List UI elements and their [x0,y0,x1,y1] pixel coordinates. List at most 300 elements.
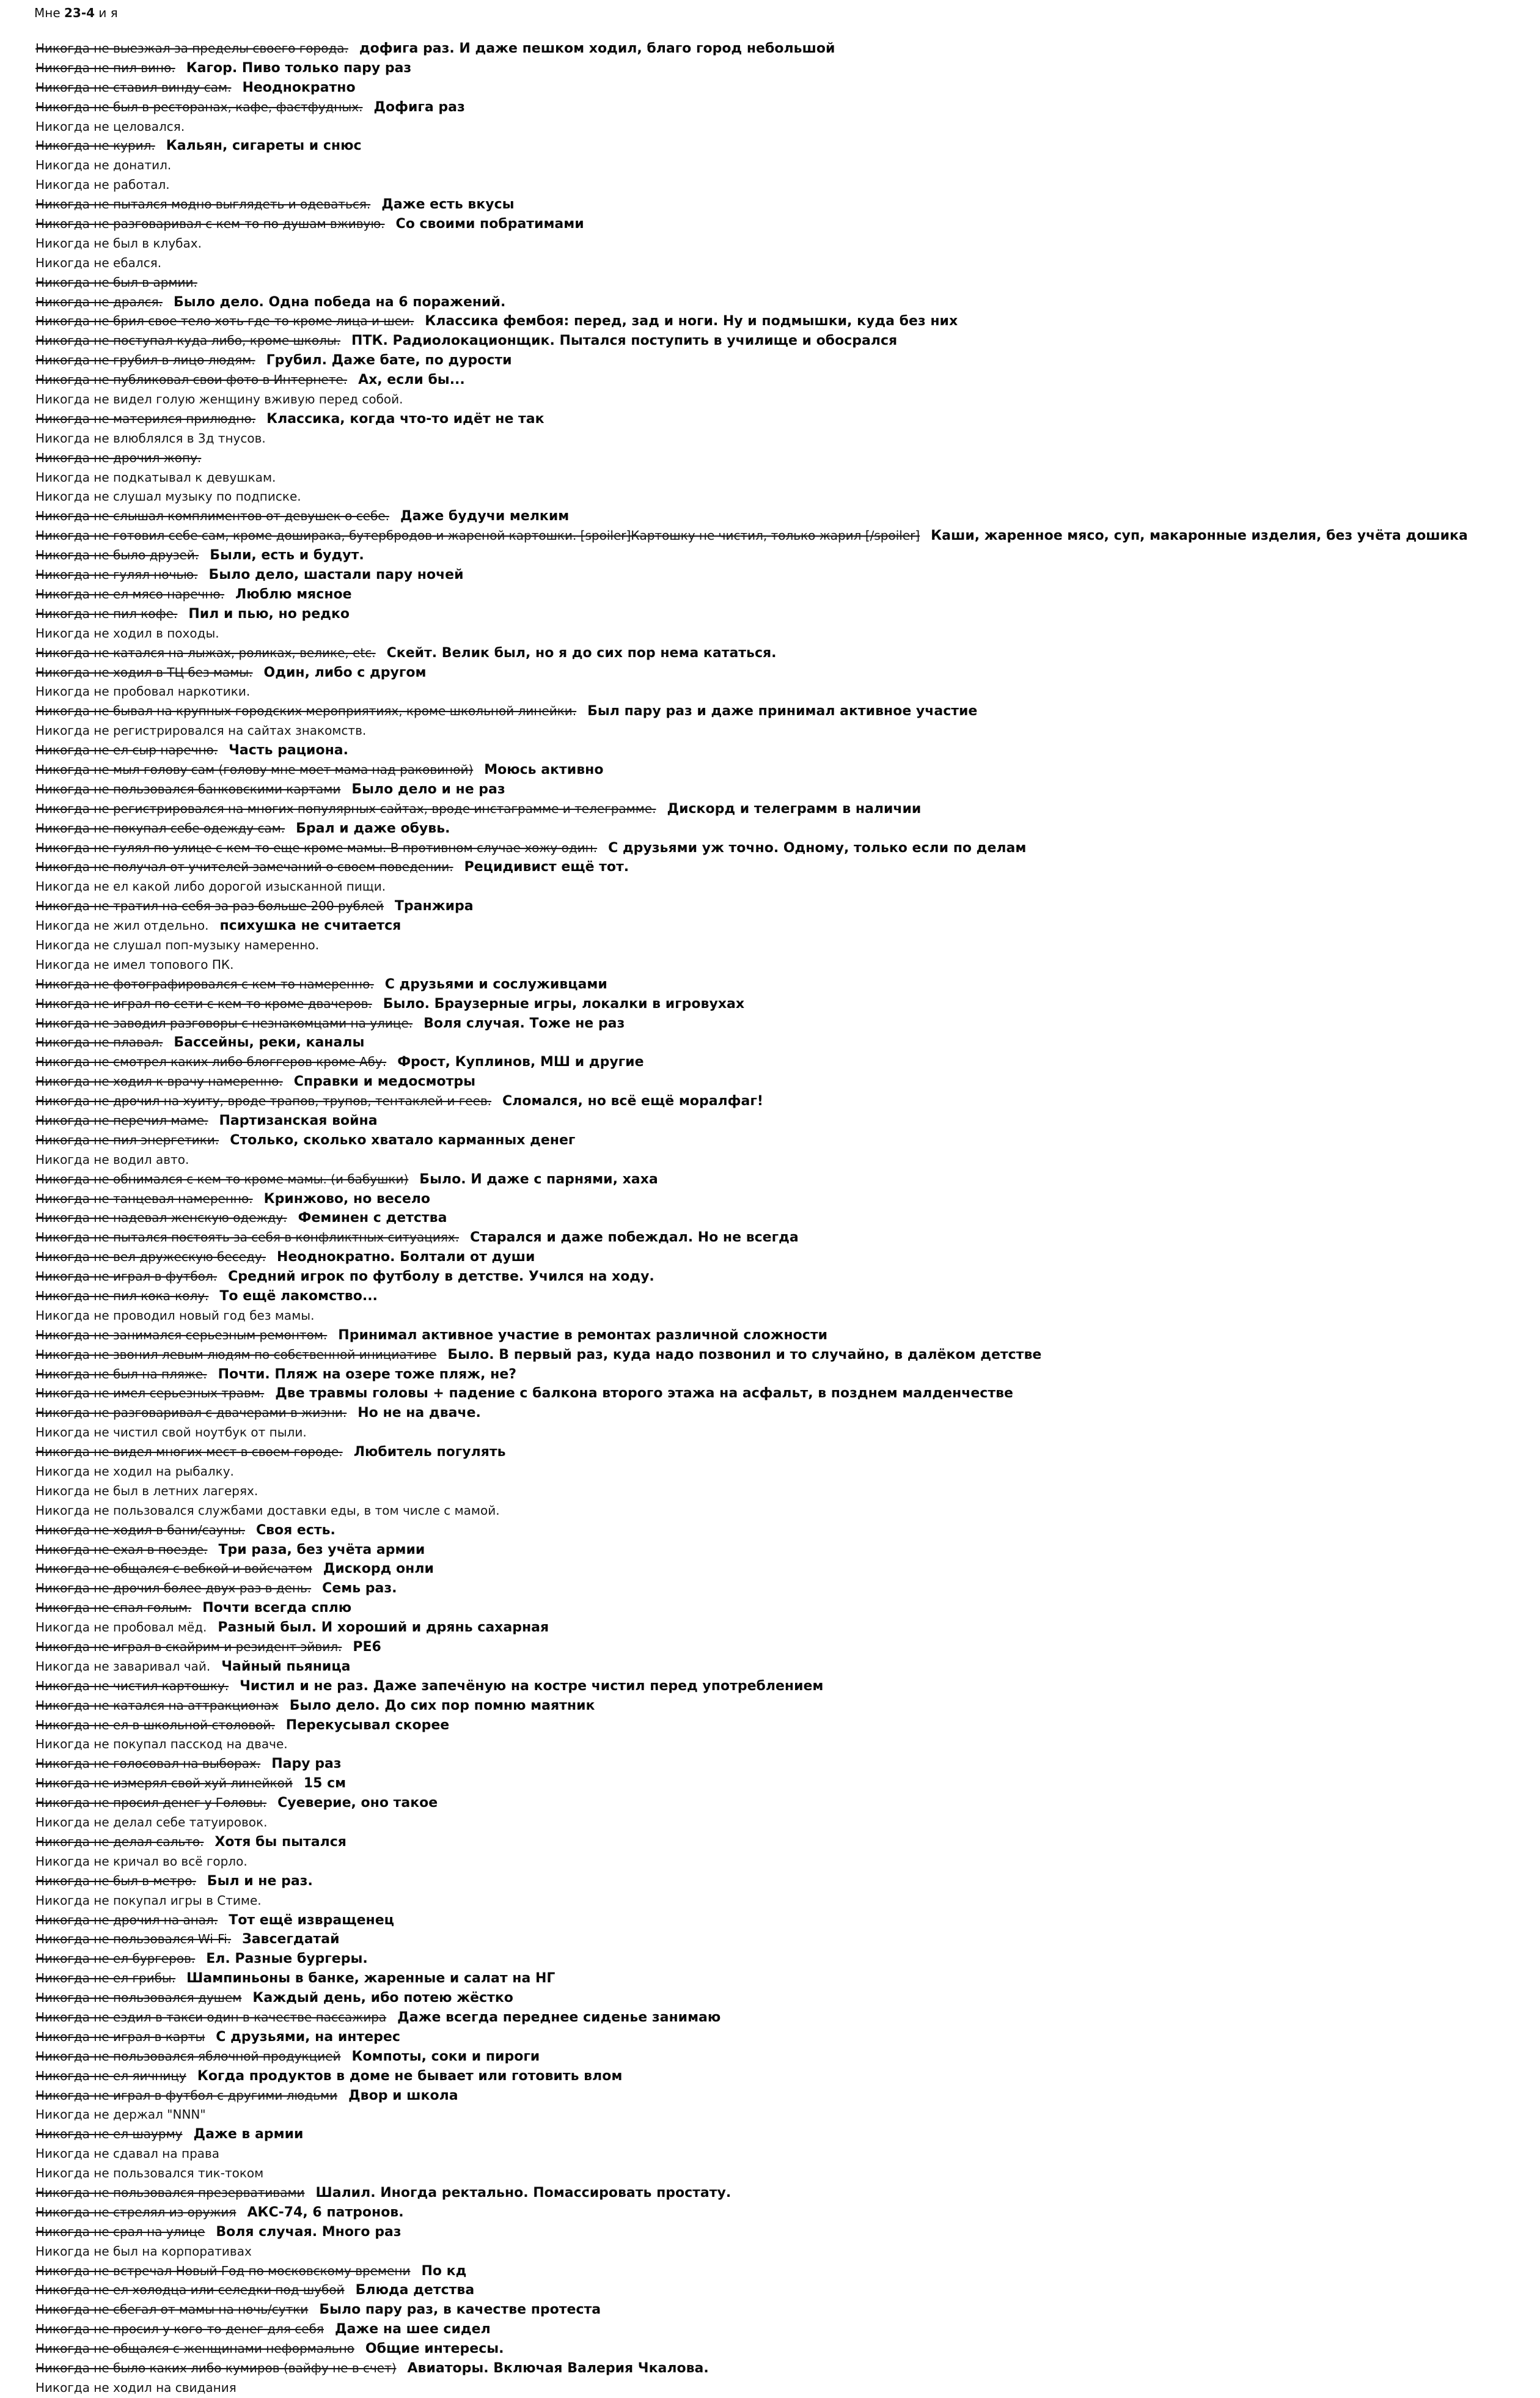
statement: Никогда не был в летних лагерях. [35,1483,258,1498]
list-item [35,136,1527,156]
answer-text: По кд [421,2263,467,2279]
statement-struck: Никогда не ел яичницу [35,2068,186,2083]
statement-struck: Никогда не ел в школьной столовой. [35,1717,275,1732]
statement-struck: Никогда не гулял по улице с кем-то еще кроме мамы. В противном случае хожу один. [35,840,598,855]
header-prefix: Мне [34,6,64,20]
list-item [35,390,1527,410]
list-item [35,585,1527,605]
statement-struck: Никогда не ел холодца или селедки под шубой [35,2282,345,2298]
answer-text: психушка не считается [219,918,402,934]
list-item [35,487,1527,507]
answer-text: Даже в армии [193,2127,304,2142]
answer-text: Тот ещё извращенец [229,1912,394,1928]
list-item [35,644,1527,663]
answer-text: Один, либо с другом [263,664,427,680]
page-header [34,5,118,21]
statement: Никогда не подкатывал к девушкам. [35,469,276,485]
list-item [35,293,1527,312]
statement-struck: Никогда не гулял ночью. [35,567,198,583]
answer-text: Дискорд онли [323,1561,434,1577]
answer-text: Было. И даже с парнями, хаха [419,1171,658,1187]
list-item [35,1443,1527,1462]
statement: Никогда не работал. [35,177,170,193]
answer-text: Завсегдатай [242,1932,340,1947]
answer-text: Сломался, но всё ещё моралфаг! [502,1094,763,1109]
list-item [35,1852,1527,1872]
list-item [35,1111,1527,1131]
answer-text: Рецидивист ещё тот. [464,859,629,875]
statement: Никогда не пользовался тик-током [35,2166,264,2181]
statement-struck: Никогда не был в армии. [35,274,197,290]
statement-struck: Никогда не мыл голову сам (голову мне моет мама над раковиной) [35,762,474,777]
list-item [35,663,1527,683]
statement: Никогда не донатил. [35,158,172,173]
statement-struck: Никогда не готовил себе сам, кроме доширака, бутербродов и жареной картошки. [spoiler]Картошку не чистил, только жарил [/spoiler] [35,528,920,543]
statement-struck: Никогда не видел многих мест в своем городе. [35,1444,343,1460]
list-item [35,1716,1527,1735]
statement-struck: Никогда не пил кофе. [35,606,178,621]
list-item [35,605,1527,624]
list-item [35,1384,1527,1403]
statement: Никогда не ебался. [35,255,162,270]
list-item [35,1754,1527,1774]
answer-text: Было дело, шастали пару ночей [208,567,464,583]
statement-struck: Никогда не стрелял из оружия [35,2204,237,2220]
statement: Никогда не держал "NNN" [35,2107,206,2122]
answer-text: дофига раз. И даже пешком ходил, благо город небольшой [359,41,835,56]
header-age: 23-4 [64,6,95,20]
statement-struck: Никогда не дрался. [35,294,163,309]
statement: Никогда не заваривал чай. [35,1658,211,1674]
list-item [35,995,1527,1014]
statement-struck: Никогда не разговаривал с кем-то по душам вживую. [35,216,385,232]
answer-text: Даже будучи мелким [400,509,570,524]
statement: Никогда не покупал игры в Стиме. [35,1892,262,1908]
statement-struck: Никогда не было каких либо кумиров (вайфу не в счет) [35,2360,397,2375]
statement-struck: Никогда не ел бургеров. [35,1951,196,1966]
statement: Никогда не ходил в походы. [35,625,219,641]
list-item [35,78,1527,98]
statement-struck: Никогда не пил кока-колу. [35,1289,209,1303]
answer-text: Дофига раз [373,99,465,115]
statement-struck: Никогда не просил денег у Головы. [35,1795,267,1811]
list-item [35,780,1527,800]
statement-struck: Никогда не пользовался презервативами [35,2185,305,2200]
list-item [35,955,1527,975]
answer-text: Часть рациона. [229,743,348,759]
statement-struck: Никогда не ел сыр наречно. [35,743,218,758]
statement: Никогда не ходил на рыбалку. [35,1464,234,1479]
list-item [35,1033,1527,1053]
list-item [35,1813,1527,1833]
statement-struck: Никогда не играл по сети с кем-то кроме двачеров. [35,996,372,1011]
list-item [35,1872,1527,1891]
list-item [35,2047,1527,2067]
answer-text: Было пару раз, в качестве протеста [319,2302,601,2318]
statement-struck: Никогда не ходил в бани/сауны. [35,1522,245,1537]
answer-text: Кагор. Пиво только пару раз [186,60,412,76]
list-item [35,1911,1527,1930]
statement-struck: Никогда не дрочил на хуиту, вроде трапов, трупов, тентаклей и геев. [35,1094,492,1109]
list-item [35,1598,1527,1618]
list-item [35,273,1527,293]
statement-struck: Никогда не спал голым. [35,1600,192,1616]
answer-text: Было дело и не раз [351,781,505,797]
list-item [35,2164,1527,2183]
statement-struck: Никогда не пользовался яблочной продукцией [35,2048,341,2064]
answer-text: Общие интересы. [365,2341,504,2357]
statement-struck: Никогда не было друзей. [35,548,199,563]
list-item [35,1579,1527,1598]
list-item [35,526,1527,546]
list-item [35,760,1527,780]
list-item [35,877,1527,897]
list-item [35,2378,1527,2398]
answer-text: Чистил и не раз. Даже запечёную на костре чистил перед употреблением [240,1678,824,1694]
statement-struck: Никогда не был в метро. [35,1873,196,1888]
statement-struck: Никогда не имел серьезных травм. [35,1386,265,1401]
list-item [35,975,1527,995]
list-item [35,2086,1527,2106]
statement: Никогда не покупал пасскод на дваче. [35,1737,288,1752]
list-item [35,1735,1527,1754]
statement: Никогда не сдавал на права [35,2146,220,2161]
list-item [35,1833,1527,1852]
statement-struck: Никогда не получал от учителей замечаний о своем поведении. [35,859,453,875]
statement-struck: Никогда не матерился прилюдно. [35,411,256,426]
answer-text: Было дело. Одна победа на 6 поражений. [174,294,506,310]
list-item [35,1287,1527,1306]
statement-struck: Никогда не заводил разговоры с незнакомцами на улице. [35,1015,413,1031]
statement: Никогда не слушал поп-музыку намеренно. [35,937,320,952]
statement: Никогда не жил отдельно. [35,918,209,933]
header-suffix: и я [95,6,118,20]
statement-struck: Никогда не брил свое тело хоть где-то кроме лица и шеи. [35,314,414,329]
statement-struck: Никогда не пользовался банковскими картами [35,781,341,796]
answer-text: Пил и пью, но редко [188,606,350,622]
answer-text: АКС-74, 6 патронов. [247,2204,404,2220]
answer-text: Каши, жаренное мясо, суп, макаронные изделия, без учёта дошика [931,528,1468,544]
statement: Никогда не был на корпоративах [35,2243,252,2259]
list-item [35,2067,1527,2086]
list-item [35,819,1527,839]
list-item [35,156,1527,175]
list-item [35,2242,1527,2262]
answer-text: Был и не раз. [207,1873,313,1889]
answer-text: Скейт. Велик был, но я до сих пор нема кататься. [386,645,777,661]
answer-text: Своя есть. [255,1522,336,1538]
answer-text: Бассейны, реки, каналы [174,1035,365,1051]
list-item [35,1150,1527,1170]
statement: Никогда не видел голую женщину вживую перед собой. [35,392,403,407]
list-item [35,2223,1527,2242]
list-item [35,410,1527,429]
answer-text: Воля случая. Много раз [216,2224,402,2240]
answer-text: Компоты, соки и пироги [351,2048,540,2064]
list-item [35,1521,1527,1540]
answer-text: Любитель погулять [353,1444,506,1460]
statement-struck: Никогда не дрочил более двух раз в день. [35,1581,312,1596]
statement-struck: Никогда не голосовал на выборах. [35,1756,261,1771]
answer-text: Когда продуктов в доме не бывает или готовить влом [197,2068,623,2084]
list-item [35,546,1527,565]
answer-text: Но не на дваче. [358,1405,481,1421]
statement: Никогда не был в клубах. [35,235,202,251]
list-item [35,1092,1527,1111]
list-item [35,1248,1527,1267]
answer-text: Был пару раз и даже принимал активное участие [587,704,978,719]
statement-struck: Никогда не катался на аттракционах [35,1697,279,1713]
list-item [35,2339,1527,2359]
statement-struck: Никогда не дрочил жопу. [35,450,202,465]
statement-struck: Никогда не ходил к врачу намеренно. [35,1074,283,1089]
answer-text: Феминен с детства [298,1210,447,1226]
answer-text: Старался и даже побеждал. Но не всегда [470,1230,799,1246]
statement-struck: Никогда не курил. [35,138,155,153]
answer-text: Хотя бы пытался [215,1834,346,1850]
answer-text: Даже всегда переднее сиденье занимаю [397,2009,721,2025]
answer-text: Классика фембоя: перед, зад и ноги. Ну и подмышки, куда без них [425,314,958,329]
statement: Никогда не ходил на свидания [35,2380,237,2395]
statement-struck: Никогда не ел шаурму [35,2127,183,2142]
list-item [35,800,1527,819]
list-item [35,2105,1527,2125]
statement-struck: Никогда не был в ресторанах, кафе, фастфудных. [35,99,363,114]
list-item [35,254,1527,273]
list-item [35,1774,1527,1793]
list-item [35,624,1527,644]
statement: Никогда не пробовал наркотики. [35,684,251,699]
answer-text: Воля случая. Тоже не раз [424,1015,625,1031]
answer-text: Авиаторы. Включая Валерия Чкалова. [407,2360,709,2376]
statement-struck: Никогда не разговаривал с двачерами в жизни. [35,1405,347,1421]
statement-struck: Никогда не пытался постоять за себя в конфликтных ситуациях. [35,1230,460,1245]
list-item [35,1306,1527,1326]
statement-struck: Никогда не ехал в поезде. [35,1542,208,1557]
answer-text: Принимал активное участие в ремонтах различной сложности [338,1327,827,1343]
answer-text: С друзьями уж точно. Одному, только если по делам [608,840,1027,856]
statement-struck: Никогда не ездил в такси один в качестве пассажира [35,2009,387,2025]
statement-struck: Никогда не покупал себе одежду сам. [35,820,285,836]
statement: Никогда не регистрировался на сайтах знакомств. [35,723,367,738]
statement-struck: Никогда не тратил на себя за раз больше 200 рублей [35,899,384,914]
statement-struck: Никогда не надевал женскую одежду. [35,1210,287,1226]
statement-struck: Никогда не катался на лыжах, роликах, велике, etc. [35,645,376,660]
statement-struck: Никогда не срал на улице [35,2224,205,2239]
answer-text: Кальян, сигареты и снюс [166,138,362,154]
list-item [35,1053,1527,1072]
statement-struck: Никогда не публиковал свои фото в Интернете. [35,372,348,388]
list-item [35,331,1527,351]
answer-text: Моюсь активно [484,762,604,778]
list-item [35,351,1527,370]
list-item [35,936,1527,955]
answer-text: Перекусывал скорее [285,1717,450,1733]
statement-struck: Никогда не пытался модно выглядеть и одеваться. [35,197,371,212]
statement: Никогда не проводил новый год без мамы. [35,1307,315,1323]
statement-struck: Никогда не поступал куда либо, кроме школы. [35,333,341,348]
list-item [35,1696,1527,1716]
statement-struck: Никогда не бывал на крупных городских мероприятиях, кроме школьной линейки. [35,704,577,719]
list-item [35,1014,1527,1034]
list-item [35,839,1527,858]
list-item [35,468,1527,488]
list-item [35,1131,1527,1150]
answer-text: 15 см [303,1776,346,1792]
statement-struck: Никогда не играл в карты [35,2029,205,2044]
answer-text: Шампиньоны в банке, жаренные и салат на НГ [186,1971,556,1987]
answer-text: Было дело. До сих пор помню маятник [289,1697,595,1713]
statement-struck: Никогда не ходил в ТЦ без мамы. [35,664,253,680]
list-item [35,682,1527,702]
statement-struck: Никогда не сбегал от мамы на ночь/сутки [35,2302,309,2317]
answer-text: Ах, если бы... [358,372,465,388]
answer-text: Дискорд и телеграмм в наличии [667,801,922,817]
statement-struck: Никогда не слышал комплиментов от девушек о себе. [35,509,390,524]
statement-struck: Никогда не фотографировался с кем-то намеренно. [35,976,374,991]
list-item [35,702,1527,721]
statement-struck: Никогда не общался с вебкой и войсчатом [35,1561,312,1576]
list-item [35,1170,1527,1190]
answer-text: Чайный пьяница [221,1658,351,1674]
list-item [35,370,1527,390]
list-item [35,234,1527,254]
list-item [35,2359,1527,2378]
list-item [35,2262,1527,2281]
list-item [35,916,1527,936]
answer-text: Каждый день, ибо потею жёстко [252,1990,513,2006]
answer-text: Ел. Разные бургеры. [206,1951,368,1967]
answer-text: Две травмы головы + падение с балкона второго этажа на асфальт, в позднем малденчестве [275,1386,1013,1402]
statement: Никогда не пользовался службами доставки еды, в том числе с мамой. [35,1502,500,1518]
answer-text: Фрост, Куплинов, МШ и другие [397,1054,644,1070]
statement-struck: Никогда не чистил картошку. [35,1678,229,1693]
list-item [35,1930,1527,1949]
answer-text: Классика, когда что-то идёт не так [266,411,544,427]
statement-struck: Никогда не играл в футбол с другими людьми [35,2087,338,2103]
answer-text: Люблю мясное [235,586,352,602]
answer-text: Столько, сколько хватало карманных денег [230,1132,576,1148]
list-item [35,2281,1527,2300]
list-item [35,507,1527,526]
list-item [35,1326,1527,1345]
list-item [35,429,1527,449]
list-item [35,1190,1527,1209]
statement-struck: Никогда не вел дружескую беседу. [35,1249,266,1265]
answer-text: Почти. Пляж на озере тоже пляж, не? [218,1366,517,1382]
answer-text: С друзьями и сослуживцами [384,976,607,992]
statement-struck: Никогда не дрочил на анал. [35,1912,218,1927]
list-item [35,1969,1527,1988]
answer-text: Брал и даже обувь. [296,820,450,836]
list-item [35,2183,1527,2203]
answer-text: РЕ6 [353,1639,381,1655]
list-item [35,1559,1527,1579]
list-item [35,1677,1527,1696]
list-item [35,312,1527,331]
statement-struck: Никогда не смотрел каких либо блоггеров кроме Абу. [35,1054,387,1070]
answer-text: Даже есть вкусы [381,197,515,213]
statement-struck: Никогда не ел мясо наречно. [35,586,225,601]
list-item [35,2008,1527,2028]
list-item [35,2203,1527,2223]
list-item [35,1657,1527,1677]
list-item [35,1462,1527,1482]
list-item [35,2144,1527,2164]
statement: Никогда не слушал музыку по подписке. [35,489,301,504]
list-item [35,1072,1527,1092]
list-item [35,2320,1527,2339]
list-item [35,721,1527,741]
list-item [35,1228,1527,1248]
list-item [35,2125,1527,2144]
statement: Никогда не кричал во всё горло. [35,1853,248,1869]
answer-text: Разный был. И хороший и дрянь сахарная [218,1620,549,1636]
list-item [35,1403,1527,1423]
list-item [35,1988,1527,2008]
answer-text: То ещё лакомство... [219,1289,378,1304]
answer-text: Было. В первый раз, куда надо позвонил и то случайно, в далёком детстве [447,1347,1042,1363]
answer-text: Семь раз. [322,1581,397,1597]
list-item [35,2028,1527,2047]
answer-text: Кринжово, но весело [263,1191,431,1207]
list-item [35,1345,1527,1365]
statement-struck: Никогда не просил у кого-то денег для себя [35,2322,324,2337]
statement-struck: Никогда не регистрировался на многих популярных сайтах, вроде инстаграмме и телеграмме. [35,801,656,816]
statement-struck: Никогда не звонил левым людям по собственной инициативе [35,1347,437,1362]
list-item [35,2300,1527,2320]
list-item [35,59,1527,78]
list-item [35,195,1527,215]
answer-text: Неоднократно. Болтали от души [277,1249,535,1265]
answer-text: Почти всегда сплю [202,1600,352,1616]
answer-text: Были, есть и будут. [210,548,364,564]
statement: Никогда не пробовал мёд. [35,1620,207,1635]
answer-text: Было. Браузерные игры, локалки в игровухах [383,996,745,1012]
statement-struck: Никогда не играл в скайрим и резидент эйвил. [35,1639,342,1655]
statement: Никогда не имел топового ПК. [35,957,234,972]
list-item [35,1423,1527,1443]
statement-struck: Никогда не общался с женщинами неформально [35,2341,354,2356]
answer-text: Суеверие, оно такое [277,1795,438,1811]
list-item [35,98,1527,117]
list-item [35,175,1527,195]
list-item [35,1540,1527,1560]
statement-struck: Никогда не пользовался душем [35,1990,242,2006]
statement-struck: Никогда не встречал Новый Год по московскому времени [35,2263,411,2278]
statement-struck: Никогда не ставил винду сам. [35,79,232,95]
answer-text: Блюда детства [355,2282,475,2298]
list-item [35,1891,1527,1911]
statement: Никогда не чистил свой ноутбук от пыли. [35,1425,307,1440]
list-item [35,1208,1527,1228]
statement: Никогда не делал себе татуировок. [35,1815,268,1830]
statement-struck: Никогда не грубил в лицо людям. [35,353,255,368]
list-item [35,1482,1527,1501]
list-item [35,1267,1527,1287]
list-item [35,215,1527,234]
answer-text: Двор и школа [348,2087,458,2103]
statement-struck: Никогда не ел грибы. [35,1971,176,1986]
statement-struck: Никогда не пил энергетики. [35,1132,219,1147]
answer-text: Даже на шее сидел [334,2322,491,2337]
statement-struck: Никогда не был на пляже. [35,1366,207,1381]
answer-text: Три раза, без учёта армии [218,1542,425,1558]
list-item [35,1618,1527,1638]
statement-struck: Никогда не перечил маме. [35,1113,208,1128]
statement: Никогда не влюблялся в 3д тнусов. [35,430,266,446]
list-item [35,897,1527,916]
